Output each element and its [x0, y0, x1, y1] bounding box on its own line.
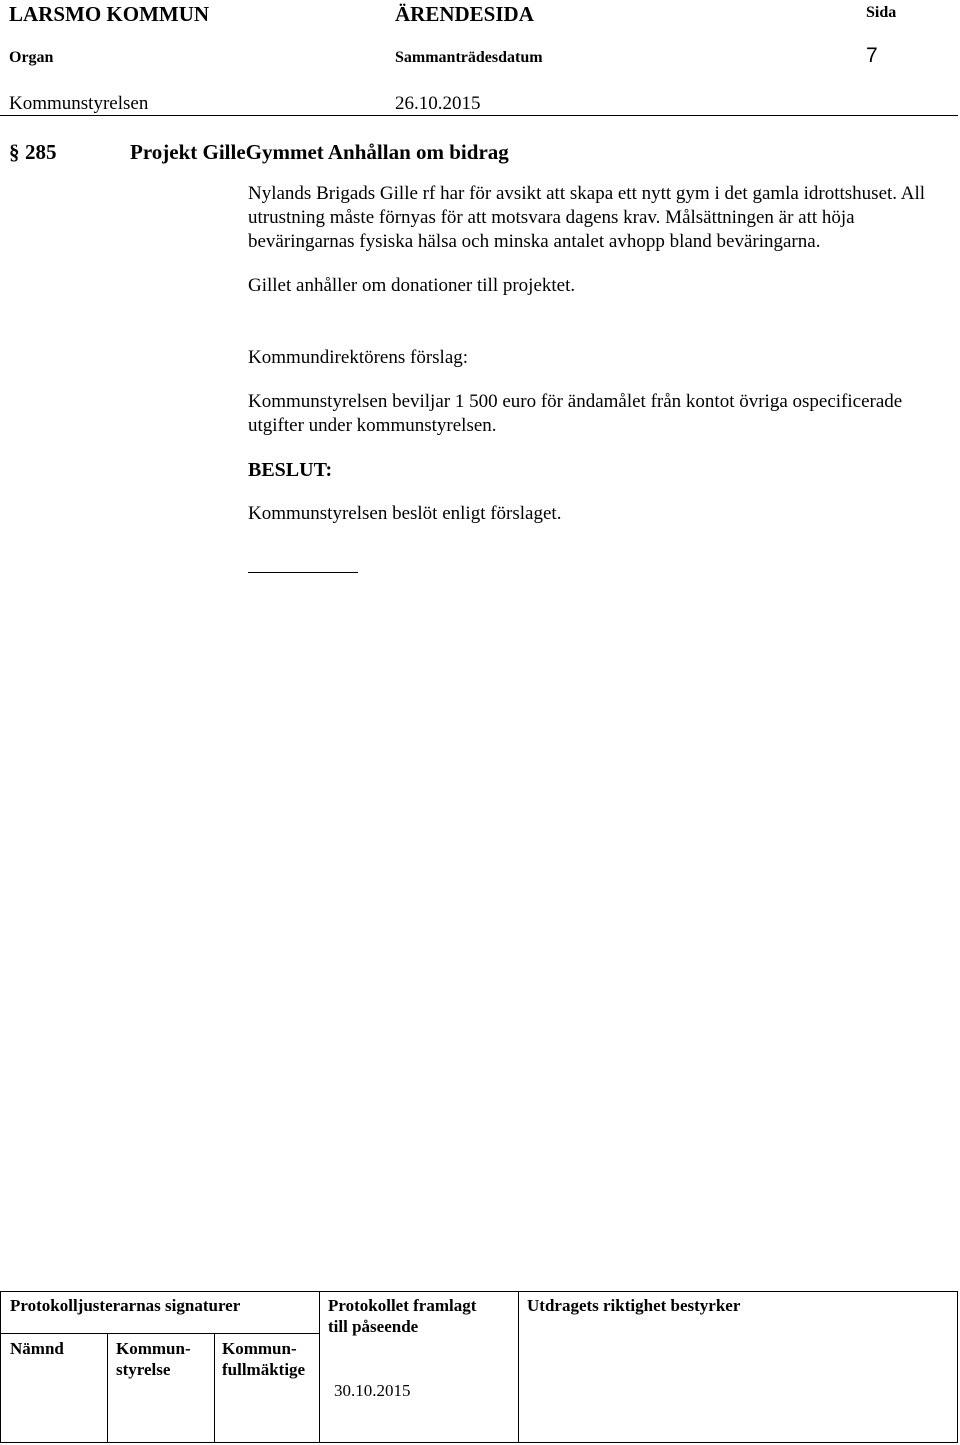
- posted-label-line1: Protokollet framlagt: [328, 1296, 477, 1315]
- col-kf-line2: fullmäktige: [222, 1360, 306, 1379]
- row-divider: [1, 1333, 319, 1334]
- header-divider: [0, 115, 958, 116]
- col-divider-4: [518, 1292, 519, 1442]
- section-symbol: §: [9, 140, 20, 164]
- posted-label-line2: till påseende: [328, 1317, 419, 1336]
- col-namnd: Nämnd: [10, 1339, 64, 1358]
- proposal-text: Kommunstyrelsen beviljar 1 500 euro för ändamålet från kontot övriga ospecificerade utgifter under kommunstyrelsen.: [248, 391, 903, 436]
- col-ks-line2: styrelse: [116, 1360, 171, 1379]
- col-divider-1: [107, 1333, 108, 1442]
- organ-label: Organ: [9, 49, 54, 66]
- proposal-heading: Kommundirektörens förslag:: [248, 347, 469, 368]
- request-paragraph: Gillet anhåller om donationer till projektet.: [248, 275, 576, 296]
- signatures-label: Protokolljusterarnas signaturer: [10, 1296, 241, 1315]
- decision-text: Kommunstyrelsen beslöt enligt förslaget.: [248, 503, 562, 524]
- section-number: 285: [25, 140, 57, 164]
- page-label: Sida: [866, 4, 897, 21]
- decision-label: BESLUT:: [248, 459, 333, 481]
- end-divider: [248, 572, 358, 573]
- col-kf-line1: Kommun-: [222, 1339, 297, 1358]
- posted-date: 30.10.2015: [334, 1381, 411, 1400]
- background-paragraph: Nylands Brigads Gille rf har för avsikt att skapa ett nytt gym i det gamla idrottshuset. All utrustning måste förnyas för att motsvara dagens krav. Målsättningen är att höja beväringarnas fysiska hälsa och minska antalet avhopp bland beväringarna.: [248, 183, 926, 252]
- document-title: ÄRENDESIDA: [395, 2, 534, 26]
- meeting-date: 26.10.2015: [395, 93, 481, 114]
- col-divider-3: [319, 1292, 320, 1442]
- organ-value: Kommunstyrelsen: [9, 93, 149, 114]
- case-body: [248, 182, 953, 526]
- signature-table: [0, 1291, 958, 1443]
- municipality-name: LARSMO KOMMUN: [9, 2, 210, 26]
- meeting-date-label: Sammanträdesdatum: [395, 49, 543, 66]
- page-number: 7: [866, 44, 878, 67]
- section-title: Projekt GilleGymmet Anhållan om bidrag: [130, 140, 509, 164]
- certified-label: Utdragets riktighet bestyrker: [527, 1296, 741, 1315]
- col-ks-line1: Kommun-: [116, 1339, 191, 1358]
- col-divider-2: [214, 1333, 215, 1442]
